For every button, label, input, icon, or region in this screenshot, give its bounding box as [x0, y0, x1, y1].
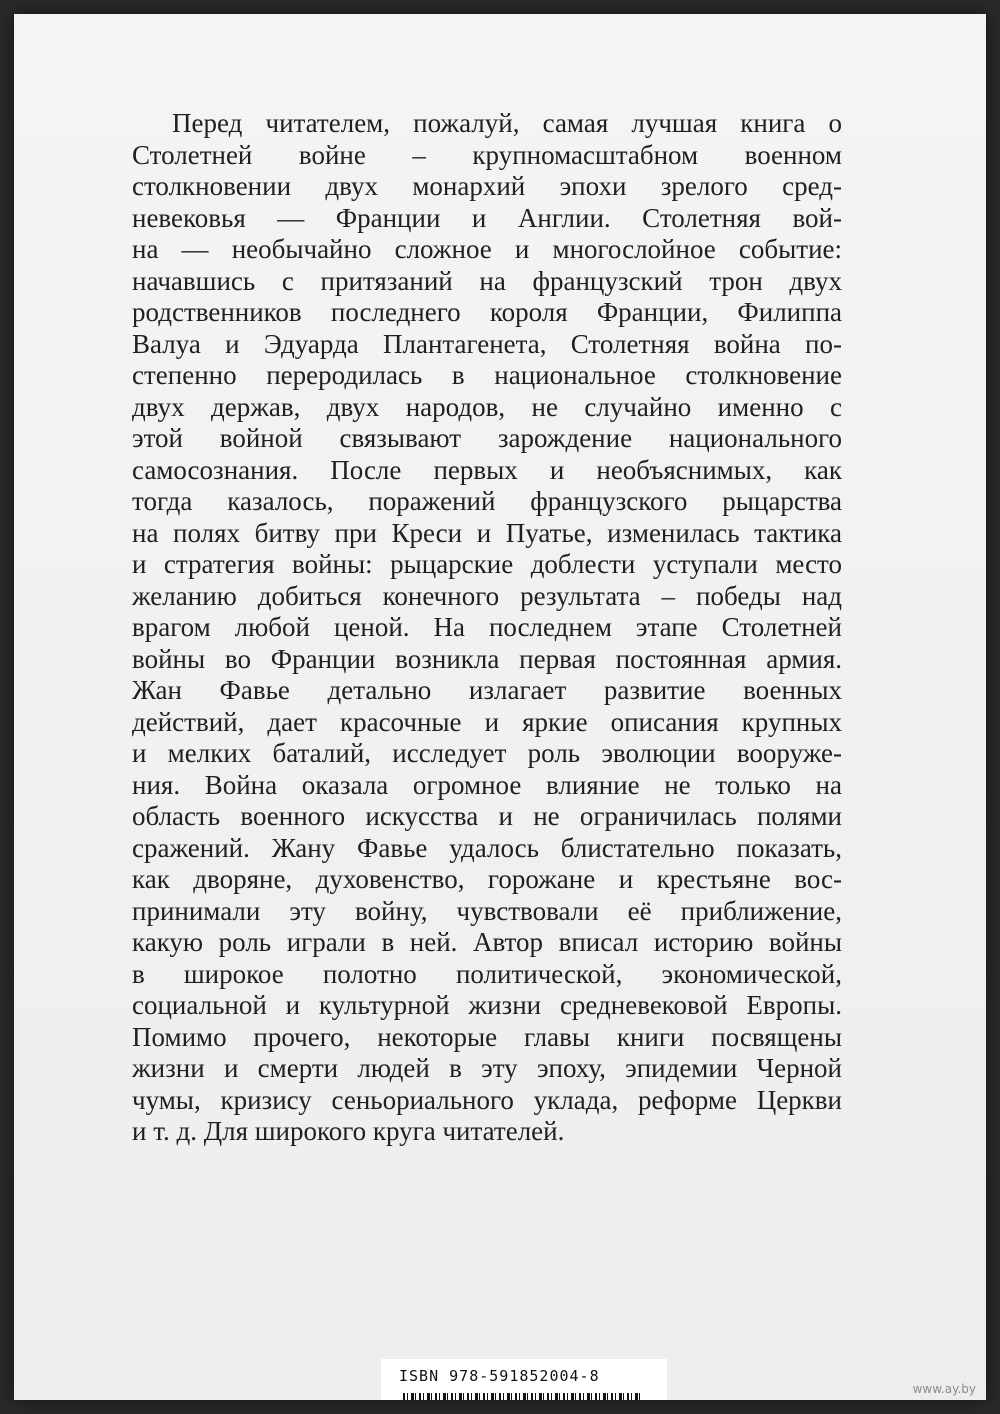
- blurb-line: двух держав, двух народов, не случайно именно с: [132, 391, 842, 422]
- blurb-line: самосознания. После первых и необъяснимых, как: [132, 454, 842, 485]
- isbn-number: ISBN 978-591852004-8: [399, 1367, 600, 1385]
- blurb-line: желанию добиться конечного результата – победы над: [132, 580, 842, 611]
- blurb-line: войны во Франции возникла первая постоянная армия.: [132, 643, 842, 674]
- blurb-line: в широкое полотно политической, экономической,: [132, 958, 842, 989]
- blurb-line: этой войной связывают зарождение национального: [132, 423, 842, 453]
- blurb-line: жизни и смерти людей в эту эпоху, эпидемии Черной: [132, 1053, 842, 1083]
- blurb-line: как дворяне, духовенство, горожане и крестьяне вос-: [132, 864, 842, 894]
- blurb-line: на полях битву при Креси и Пуатье, изменилась тактика: [132, 517, 842, 548]
- blurb-line: тогда казалось, поражений французского рыцарства: [132, 486, 842, 516]
- blurb-line: чумы, кризису сеньориального уклада, реформе Церкви: [132, 1084, 842, 1115]
- blurb-line: начавшись с притязаний на французский трон двух: [132, 265, 842, 296]
- isbn-barcode-label: [381, 1359, 667, 1400]
- blurb-line: невековья — Франции и Англии. Столетняя вой-: [132, 202, 842, 233]
- blurb-line: какую роль играли в ней. Автор вписал историю войны: [132, 927, 842, 957]
- blurb-line: Столетней войне – крупномасштабном военном: [132, 139, 842, 170]
- blurb-line: область военного искусства и не ограничилась полями: [132, 801, 842, 831]
- blurb-line: сражений. Жану Фавье удалось блистательно показать,: [132, 832, 842, 863]
- blurb-line: принимали эту войну, чувствовали её приближение,: [132, 895, 842, 926]
- blurb-line: степенно переродилась в национальное столкновение: [132, 360, 842, 390]
- blurb-line: Жан Фавье детально излагает развитие военных: [132, 675, 842, 705]
- blurb-line: Перед читателем, пожалуй, самая лучшая книга о: [172, 108, 842, 138]
- blurb-line: на — необычайно сложное и многослойное событие:: [132, 234, 842, 264]
- cover-blurb-text: [132, 108, 842, 1148]
- site-watermark: www.ay.by: [912, 1382, 976, 1396]
- blurb-line: и мелких баталий, исследует роль эволюции вооруже-: [132, 738, 842, 768]
- blurb-line: врагом любой ценой. На последнем этапе Столетней: [132, 612, 842, 642]
- blurb-line: столкновении двух монархий эпохи зрелого сред-: [132, 171, 842, 201]
- barcode-icon: [403, 1393, 643, 1400]
- blurb-line: Помимо прочего, некоторые главы книги посвящены: [132, 1021, 842, 1052]
- blurb-line: действий, дает красочные и яркие описания крупных: [132, 706, 842, 737]
- blurb-line: Валуа и Эдуарда Плантагенета, Столетняя война по-: [132, 328, 842, 359]
- blurb-line: и т. д. Для широкого круга читателей.: [132, 1116, 565, 1146]
- blurb-line: социальной и культурной жизни средневековой Европы.: [132, 990, 842, 1020]
- blurb-line: ния. Война оказала огромное влияние не только на: [132, 769, 842, 800]
- blurb-line: и стратегия войны: рыцарские доблести уступали место: [132, 549, 842, 579]
- book-back-cover: [14, 14, 986, 1400]
- blurb-line: родственников последнего короля Франции, Филиппа: [132, 297, 842, 327]
